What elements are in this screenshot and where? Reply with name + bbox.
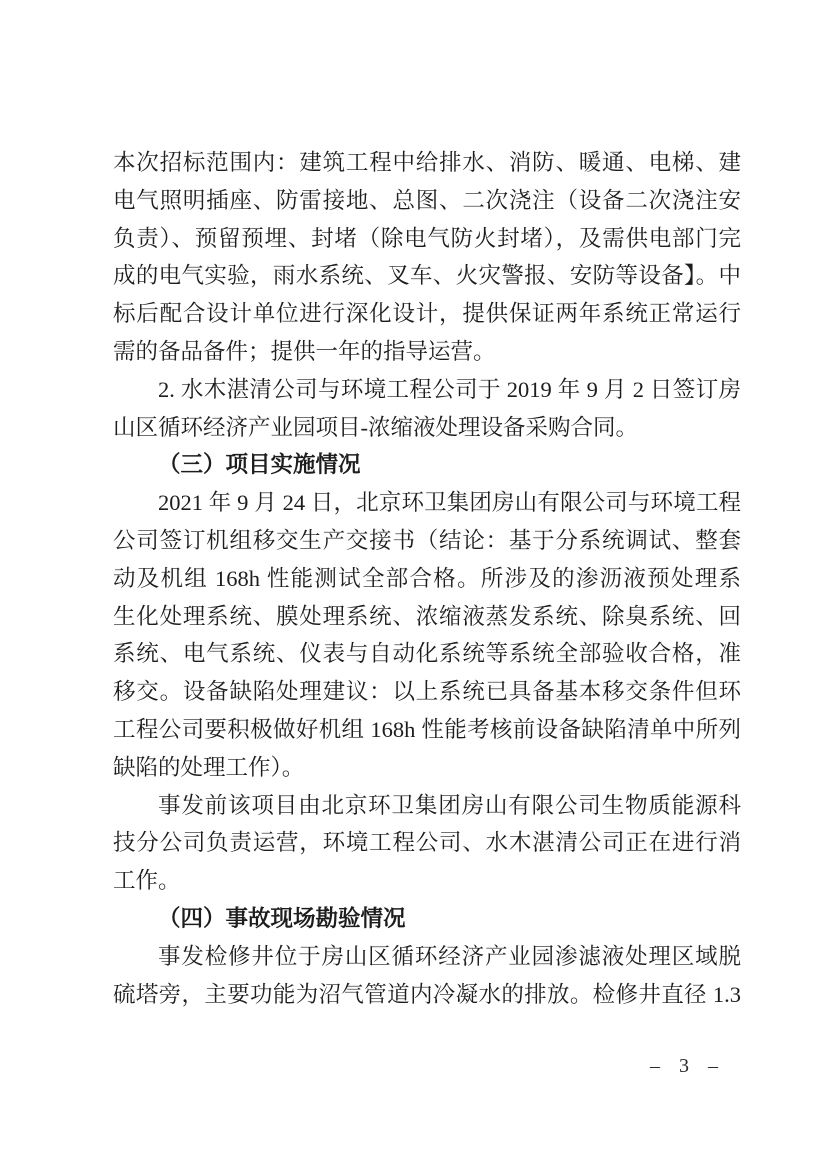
section-heading: （三）项目实施情况 [158,452,361,478]
text-line: 移交。设备缺陷处理建议：以上系统已具备基本移交条件但环 [113,679,741,705]
text-line: 山区循环经济产业园项目-浓缩液处理设备采购合同。 [113,414,638,440]
text-line: 动及机组 168h 性能测试全部合格。所涉及的渗沥液预处理系 [113,565,741,591]
text-line: 本次招标范围内：建筑工程中给排水、消防、暖通、电梯、建 [113,150,741,175]
text-line: 2. 水木湛清公司与环境工程公司于 2019 年 9 月 2 日签订房 [158,376,741,402]
text-line: 公司签订机组移交生产交接书（结论：基于分系统调试、整套 [113,527,741,553]
text-line: 技分公司负责运营，环境工程公司、水木湛清公司正在进行消 [113,830,741,856]
text-line: 电气照明插座、防雷接地、总图、二次浇注（设备二次浇注安 [113,187,741,213]
text-line: 事发检修井位于房山区循环经济产业园渗滤液处理区域脱 [158,943,741,969]
text-line: 硫塔旁，主要功能为沼气管道内冷凝水的排放。检修井直径 1.3 [113,981,741,1007]
text-line: 2021 年 9 月 24 日，北京环卫集团房山有限公司与环境工程 [158,490,741,516]
text-line: 负责）、预留预埋、封堵（除电气防火封堵），及需供电部门完 [113,225,741,251]
text-line: 事发前该项目由北京环卫集团房山有限公司生物质能源科 [158,792,741,818]
text-line: 工程公司要积极做好机组 168h 性能考核前设备缺陷清单中所列 [113,716,741,742]
text-line: 工作。 [113,868,181,894]
text-line: 成的电气实验，雨水系统、叉车、火灾警报、安防等设备】。中 [113,263,741,289]
text-line: 标后配合设计单位进行深化设计，提供保证两年系统正常运行 [113,301,741,327]
text-line: 需的备品备件；提供一年的指导运营。 [113,338,496,364]
page-number: – 3 – [650,1055,719,1077]
section-heading: （四）事故现场勘验情况 [158,905,406,931]
document-body [113,144,741,1013]
text-line: 缺陷的处理工作）。 [113,754,305,780]
text-line: 生化处理系统、膜处理系统、浓缩液蒸发系统、除臭系统、回 [113,603,741,629]
text-line: 系统、电气系统、仪表与自动化系统等系统全部验收合格，准 [113,641,741,667]
